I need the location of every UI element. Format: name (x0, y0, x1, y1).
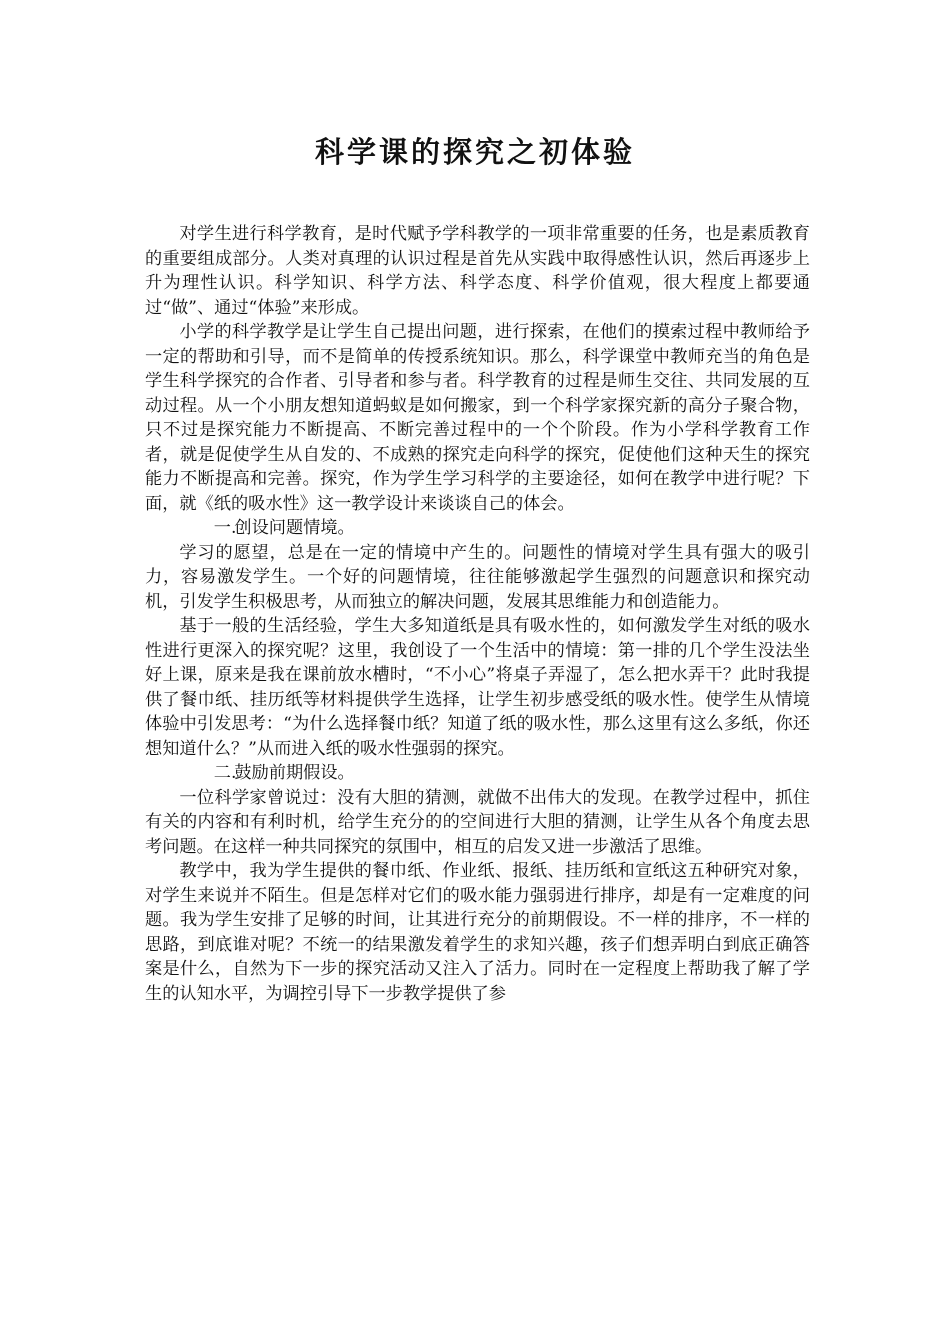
section-heading (145, 761, 810, 786)
paragraph: 学习的愿望，总是在一定的情境中产生的。问题性的情境对学生具有强大的吸引力，容易激发学生。一个好的问题情境，往往能够激起学生强烈的问题意识和探究动机，引发学生积极思考，从而独立的解决问题，发展其思维能力和创造能力。 (145, 542, 810, 612)
paragraph: 对学生进行科学教育，是时代赋予学科教学的一项非常重要的任务，也是素质教育的重要组成部分。人类对真理的认识过程是首先从实践中取得感性认识，然后再逐步上升为理性认识。科学知识、科学方法、科学态度、科学价值观，很大程度上都要通过“做”、通过“体验”来形成。 (145, 224, 810, 318)
paragraph: 基于一般的生活经验，学生大多知道纸是具有吸水性的，如何激发学生对纸的吸水性进行更深入的探究呢？这里，我创设了一个生活中的情境：第一排的几个学生没法坐好上课，原来是我在课前放水槽时，“不小心”将桌子弄湿了，怎么把水弄干？此时我提供了餐巾纸、挂历纸等材料提供学生选择，让学生初步感受纸的吸水性。使学生从情境体验中引发思考：“为什么选择餐巾纸？知道了纸的吸水性，那么这里有这么多纸，你还想知道什么？”从而进入纸的吸水性强弱的探究。 (145, 616, 810, 759)
section-heading-text: 鼓励前期假设。 (234, 763, 355, 783)
section-number: 二. (213, 763, 237, 783)
paragraph: 教学中，我为学生提供的餐巾纸、作业纸、报纸、挂历纸和宣纸这五种研究对象，对学生来说并不陌生。但是怎样对它们的吸水能力强弱进行排序，却是有一定难度的问题。我为学生安排了足够的时间，让其进行充分的前期假设。不一样的排序，不一样的思路，到底谁对呢？不统一的结果激发着学生的求知兴趣，孩子们想弄明白到底正确答案是什么，自然为下一步的探究活动又注入了活力。同时在一定程度上帮助我了解了学生的认知水平，为调控引导下一步教学提供了参 (145, 861, 810, 1004)
section-heading-text: 创设问题情境。 (234, 518, 355, 538)
section-number: 一. (213, 518, 237, 538)
document-body (145, 222, 810, 1006)
document-title: 科学课的探究之初体验 (314, 135, 635, 169)
paragraph: 一位科学家曾说过：没有大胆的猜测，就做不出伟大的发现。在教学过程中，抓住有关的内容和有利时机，给学生充分的的空间进行大胆的猜测，让学生从各个角度去思考问题。在这样一种共同探究的氛围中，相互的启发又进一步激活了思维。 (145, 787, 810, 857)
section-heading (145, 516, 810, 541)
paragraph: 小学的科学教学是让学生自己提出问题，进行探索，在他们的摸索过程中教师给予一定的帮助和引导，而不是简单的传授系统知识。那么，科学课堂中教师充当的角色是学生科学探究的合作者、引导者和参与者。科学教育的过程是师生交往、共同发展的互动过程。从一个小朋友想知道蚂蚁是如何搬家，到一个科学家探究新的高分子聚合物，只不过是探究能力不断提高、不断完善过程中的一个个阶段。作为小学科学教育工作者，就是促使学生从自发的、不成熟的探究走向科学的探究，促使他们这种天生的探究能力不断提高和完善。探究，作为学生学习科学的主要途径，如何在教学中进行呢？下面，就《纸的吸水性》这一教学设计来谈谈自己的体会。 (145, 322, 810, 514)
